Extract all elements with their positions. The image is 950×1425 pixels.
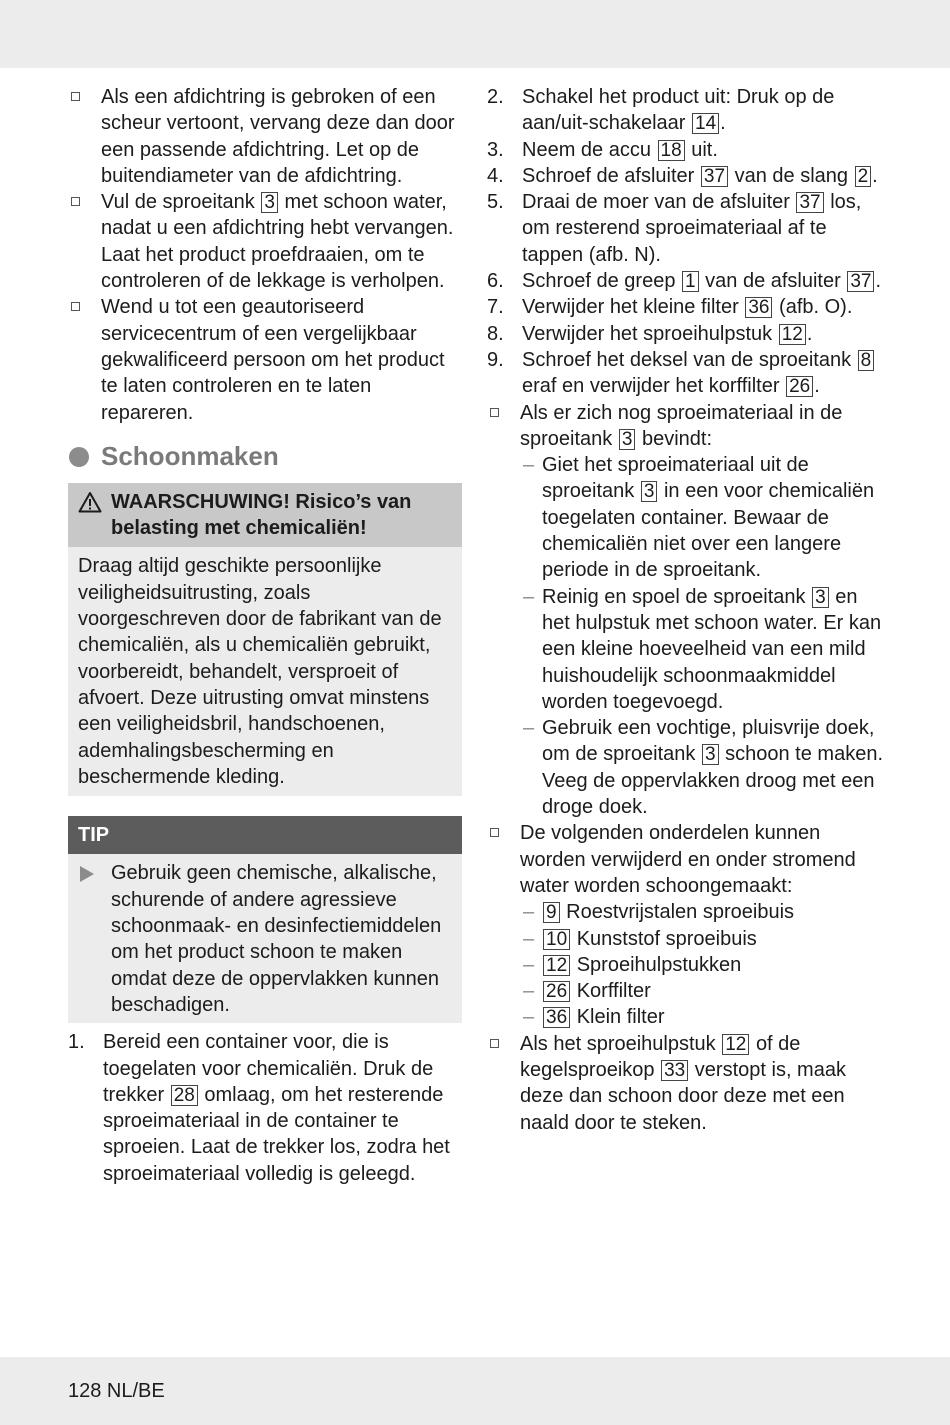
step-text: Verwijder het sproeihulpstuk	[522, 322, 773, 345]
section-title-text: Schoonmaken	[101, 440, 279, 471]
step-text: .	[720, 112, 726, 135]
step-text: .	[875, 270, 882, 293]
step-number: 4.	[487, 164, 504, 187]
dash-bullet-icon: –	[523, 1006, 535, 1029]
list-item	[68, 84, 462, 189]
part-reference: 1	[682, 271, 699, 292]
part-reference: 37	[701, 166, 728, 187]
step-item	[487, 294, 887, 320]
bullet-text: Vul de sproeitank	[101, 191, 255, 214]
part-reference: 18	[658, 140, 685, 161]
part-reference: 37	[847, 271, 874, 292]
step-number: 9.	[487, 348, 504, 371]
page-number: 128 NL/BE	[68, 1380, 165, 1402]
warning-header	[68, 483, 462, 548]
list-item	[68, 294, 462, 425]
step-number: 8.	[487, 322, 504, 345]
part-label: Sproeihulpstukken	[576, 953, 742, 976]
step-text: eraf en verwijder het korffilter	[522, 375, 780, 398]
list-item	[487, 1031, 887, 1136]
step-number: 6.	[487, 270, 504, 293]
part-reference: 26	[786, 376, 813, 397]
dash-bullet-icon: –	[523, 454, 535, 477]
step-text: (afb. O).	[779, 296, 853, 319]
dash-bullet-icon: –	[523, 901, 535, 924]
step-number: 5.	[487, 191, 504, 214]
dash-bullet-icon: –	[523, 927, 535, 950]
sub-item-text: en het hulpstuk met schoon water. Er kan een kleine hoeveelheid van een mild huishoudelijk schoonmaakmiddel worden toegevoegd.	[542, 585, 882, 713]
checkbox-bullet-icon	[71, 197, 80, 206]
part-reference: 12	[543, 955, 570, 976]
step-item	[68, 1029, 462, 1187]
part-reference: 33	[661, 1060, 688, 1081]
section-dot-icon	[69, 447, 89, 467]
sub-list-item	[487, 715, 887, 820]
bullet-text: De volgenden onderdelen kunnen worden verwijderd en onder stromend water worden schoongemaakt:	[520, 822, 856, 897]
step-number: 1.	[68, 1031, 85, 1054]
step-item	[487, 347, 887, 400]
bullet-text: of de kegelsproeikop	[520, 1032, 801, 1081]
step-text: omlaag, om het resterende sproeimateriaal in de container te sproeien. Laat de trekker los, zodra het sproeimateriaal volledig is geleegd.	[103, 1083, 450, 1185]
step-item	[487, 189, 887, 268]
bullet-text: met schoon water, nadat u een afdichtring hebt vervangen. Laat het product proefdraaien, om te controleren of de lekkage is verholpen.	[101, 191, 454, 293]
step-number: 7.	[487, 296, 504, 319]
sub-list-item	[487, 452, 887, 583]
warning-body: Draag altijd geschikte persoonlijke veiligheidsuitrusting, zoals voorgeschreven door de fabrikant van de chemicaliën, als u chemicaliën gebruikt, voorbereidt, behandelt, versproeit of afvoert. Deze uitrusting omvat minstens een veiligheidsbril, handschoenen, ademhalingsbescherming en beschermende kleding.	[68, 547, 462, 796]
sub-list-item	[487, 899, 887, 925]
step-item	[487, 268, 887, 294]
right-column	[487, 84, 887, 1136]
step-item	[487, 137, 887, 163]
step-text: Verwijder het kleine filter	[522, 296, 739, 319]
warning-triangle-icon	[78, 491, 102, 513]
part-reference: 12	[722, 1034, 749, 1055]
step-text: van de afsluiter	[705, 270, 841, 293]
part-reference: 3	[619, 429, 636, 450]
checkbox-bullet-icon	[71, 302, 80, 311]
step-text: Neem de accu	[522, 138, 651, 161]
section-heading	[68, 440, 462, 472]
header-band	[0, 0, 950, 68]
checkbox-bullet-icon	[490, 408, 499, 417]
list-item	[487, 400, 887, 453]
part-reference: 3	[641, 481, 658, 502]
bullet-text: bevindt:	[641, 427, 713, 450]
tip-body	[68, 854, 462, 1023]
sub-list-item	[487, 1004, 887, 1030]
part-reference: 37	[796, 192, 823, 213]
part-reference: 12	[779, 324, 806, 345]
step-text: Schroef het deksel van de sproeitank	[522, 348, 852, 371]
step-text: Schroef de afsluiter	[522, 164, 695, 187]
part-reference: 3	[812, 587, 829, 608]
part-reference: 14	[692, 113, 719, 134]
part-reference: 8	[858, 350, 875, 371]
bullet-text: Wend u tot een geautoriseerd servicecentrum of een vergelijkbaar gekwalificeerd persoon om het product te laten controleren en te laten repareren.	[101, 296, 445, 424]
list-item	[487, 820, 887, 899]
checkbox-bullet-icon	[490, 1039, 499, 1048]
part-reference: 9	[543, 902, 560, 923]
sub-list-item	[487, 584, 887, 715]
part-reference: 10	[543, 929, 570, 950]
step-number: 3.	[487, 138, 504, 161]
step-text: .	[806, 322, 813, 345]
part-reference: 36	[543, 1007, 570, 1028]
dash-bullet-icon: –	[523, 717, 535, 740]
part-label: Klein filter	[576, 1006, 665, 1029]
part-reference: 2	[855, 166, 872, 187]
step-item	[487, 321, 887, 347]
sub-list-item	[487, 952, 887, 978]
step-text: .	[814, 375, 820, 398]
left-column	[68, 84, 462, 1187]
tip-text: Gebruik geen chemische, alkalische, schurende of andere agressieve schoonmaak- en desinfectiemiddelen om het product schoon te maken omdat deze de oppervlakken kunnen beschadigen.	[111, 862, 442, 1016]
step-number: 2.	[487, 86, 504, 108]
bullet-text: Als er zich nog sproeimateriaal in de sproeitank	[520, 401, 843, 450]
step-text: Schakel het product uit: Druk op de aan/uit-schakelaar	[522, 86, 835, 135]
list-item	[68, 189, 462, 294]
tip-header: TIP	[68, 816, 462, 854]
checkbox-bullet-icon	[490, 828, 499, 837]
sub-item-text: Giet het sproeimateriaal uit de sproeitank	[542, 454, 809, 503]
part-reference: 3	[702, 744, 719, 765]
tip-arrow-icon	[80, 866, 94, 882]
bullet-text: Als het sproeihulpstuk	[520, 1032, 716, 1055]
sub-item-text: Gebruik een vochtige, pluisvrije doek, om de sproeitank	[542, 717, 875, 766]
sub-list-item	[487, 926, 887, 952]
part-label: Korffilter	[576, 980, 651, 1003]
step-text: Bereid een container voor, die is toegelaten voor chemicaliën. Druk de trekker	[103, 1031, 434, 1106]
dash-bullet-icon: –	[523, 585, 535, 608]
warning-title: WAARSCHUWING! Risico’s van belasting met chemicaliën!	[111, 490, 412, 540]
step-text: los, om resterend sproeimateriaal af te tappen (afb. N).	[522, 191, 862, 266]
part-reference: 3	[261, 192, 278, 213]
checkbox-bullet-icon	[71, 92, 80, 101]
sub-item-text: schoon te maken. Veeg de oppervlakken droog met een droge doek.	[542, 743, 883, 819]
bullet-text: Als een afdichtring is gebroken of een scheur vertoont, vervang deze dan door een passende afdichtring. Let op de buitendiameter van de afdichtring.	[101, 86, 455, 187]
bullet-text: verstopt is, maak deze dan schoon door deze met een naald door te steken.	[520, 1058, 846, 1134]
step-item	[487, 163, 887, 189]
step-text: uit.	[691, 138, 718, 161]
step-text: Schroef de greep	[522, 270, 676, 293]
step-text: van de slang	[734, 164, 849, 187]
sub-item-text: in een voor chemicaliën toegelaten container. Bewaar de chemicaliën niet over een langere periode in de sproeitank.	[542, 480, 875, 582]
step-item	[487, 84, 887, 137]
part-reference: 26	[543, 981, 570, 1002]
part-label: Kunststof sproeibuis	[576, 927, 757, 950]
part-reference: 28	[171, 1085, 198, 1106]
dash-bullet-icon: –	[523, 953, 535, 976]
step-text: Draai de moer van de afsluiter	[522, 191, 790, 214]
part-label: Roestvrijstalen sproeibuis	[566, 901, 795, 924]
dash-bullet-icon: –	[523, 980, 535, 1003]
sub-list-item	[487, 978, 887, 1004]
part-reference: 36	[745, 297, 772, 318]
sub-item-text: Reinig en spoel de sproeitank	[542, 585, 806, 608]
step-text: .	[872, 164, 878, 187]
